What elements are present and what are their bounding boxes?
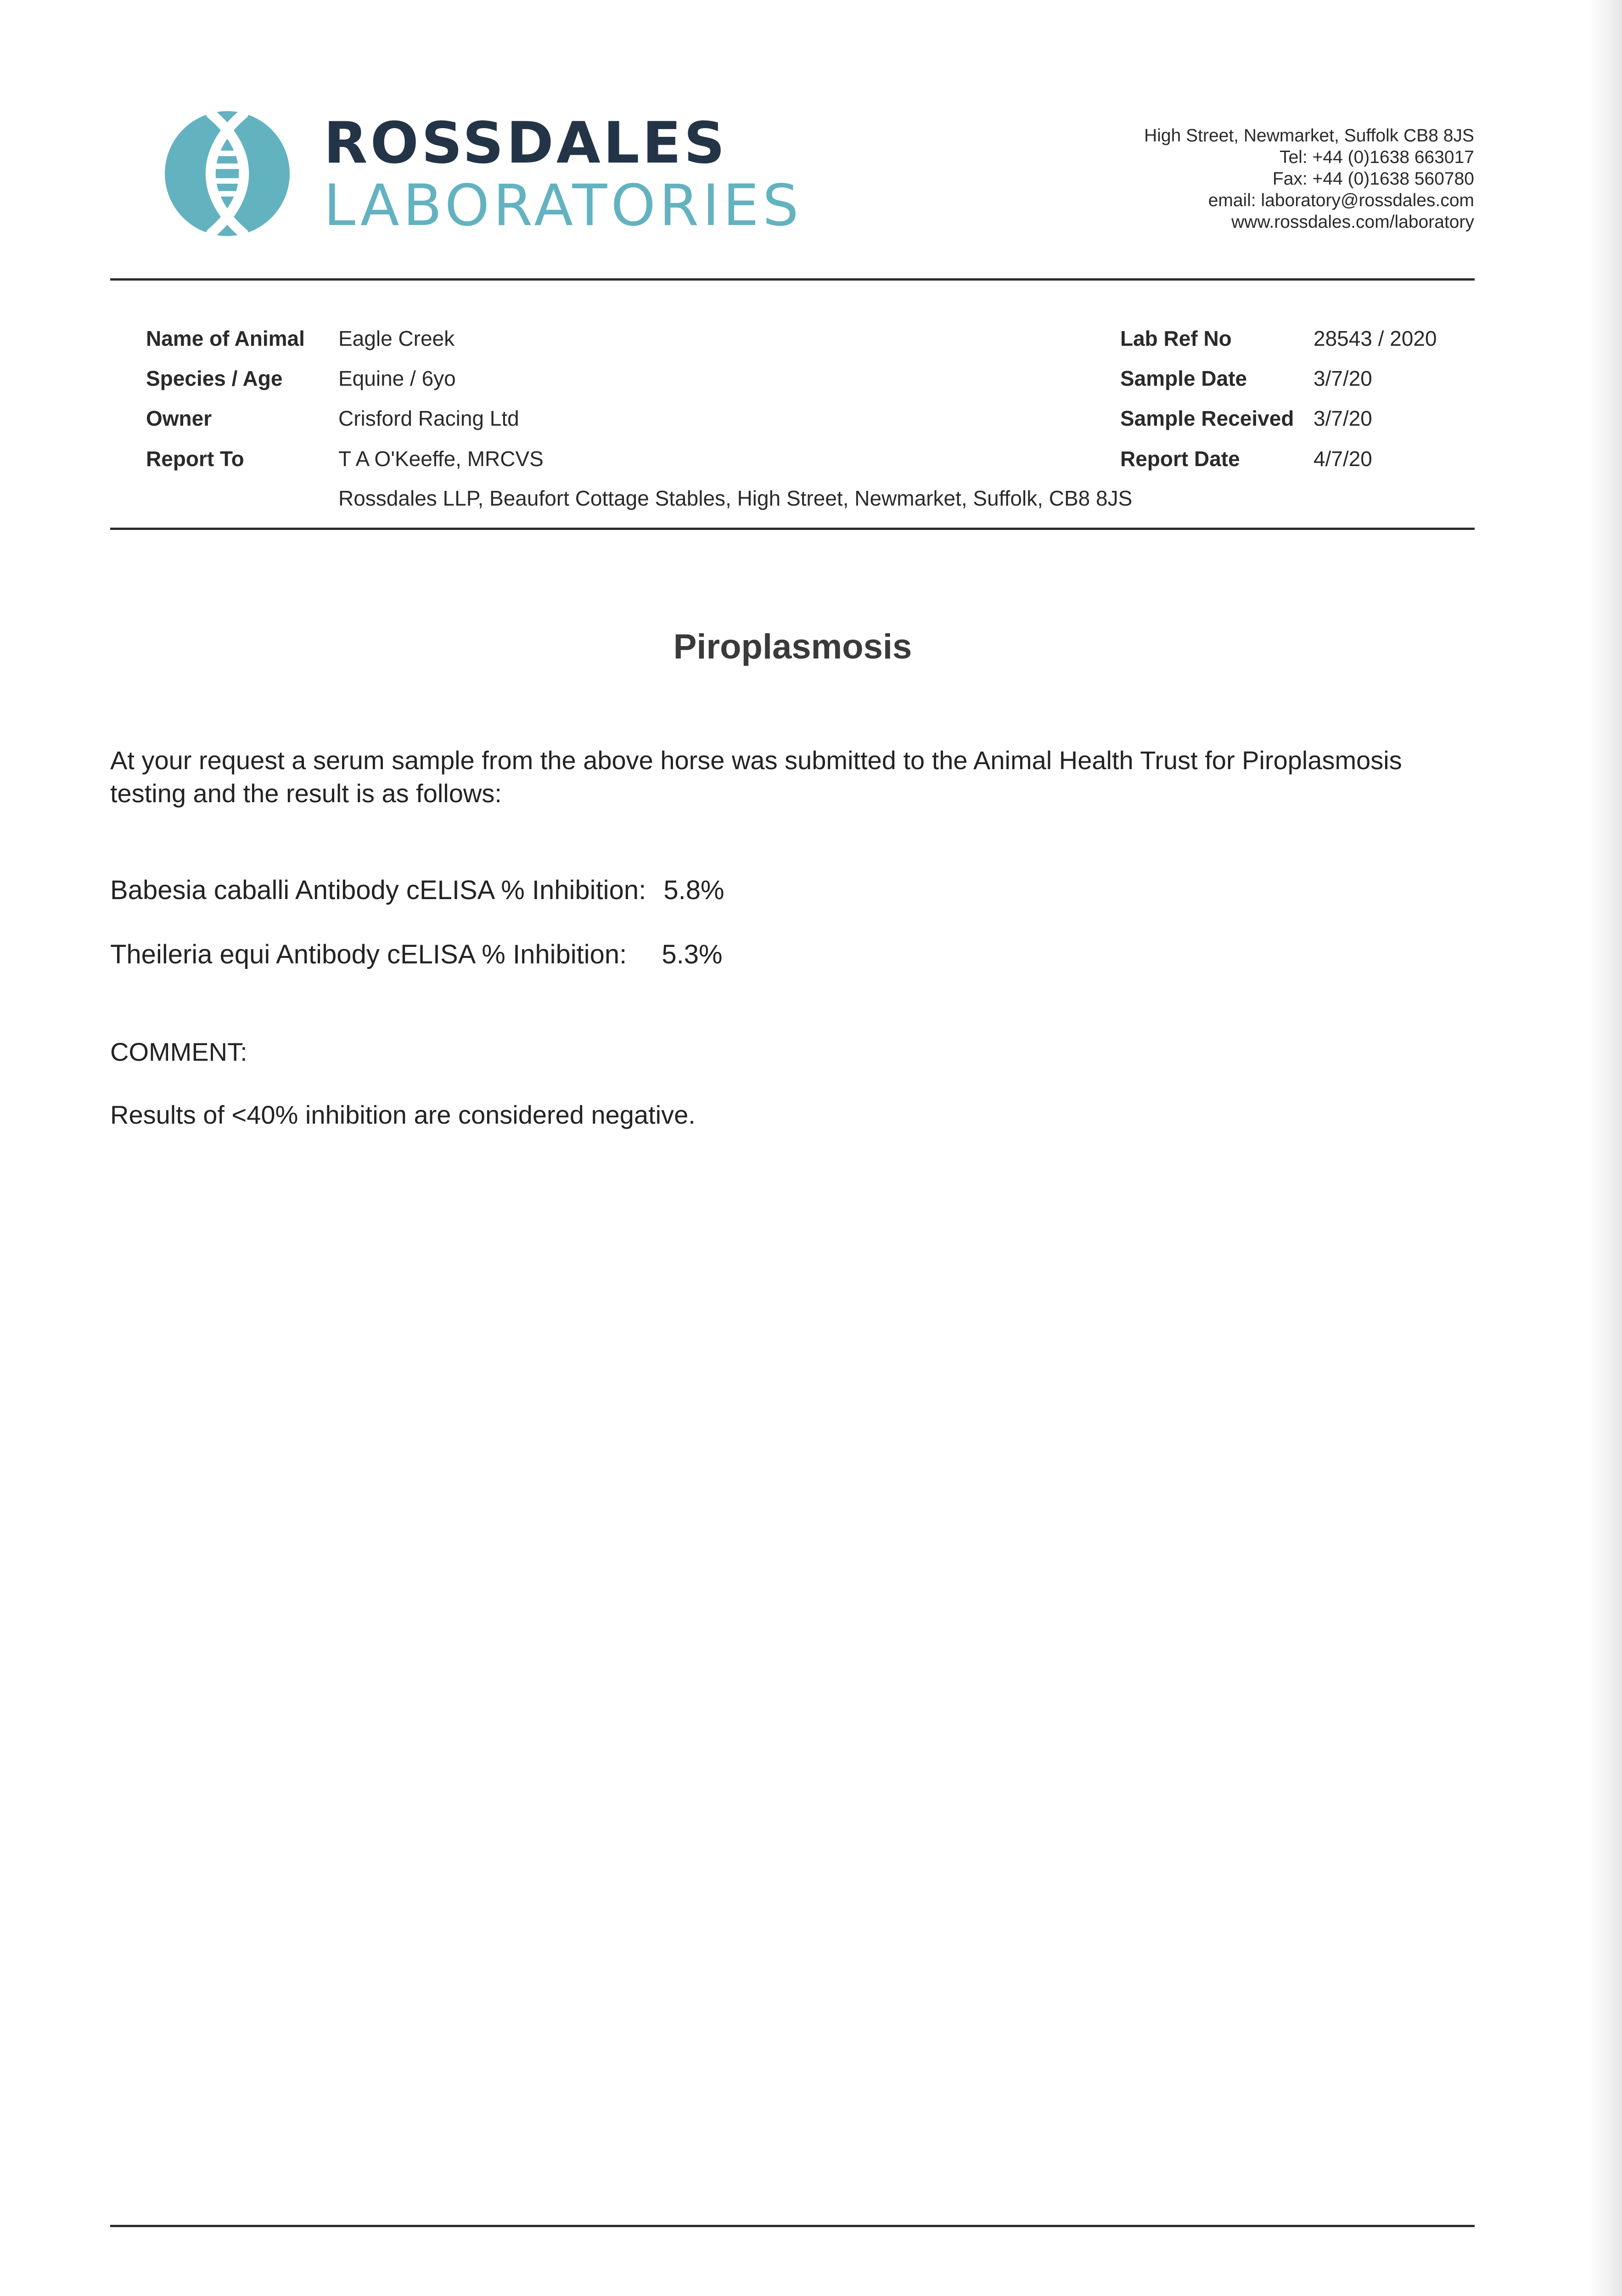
lab-ref-value: 28543 / 2020 <box>1313 326 1437 350</box>
report-to-address: Rossdales LLP, Beaufort Cottage Stables, High Street, Newmarket, Suffolk, CB8 8JS <box>338 486 1133 510</box>
brand-name-line2: LABORATORIES <box>324 173 803 239</box>
contact-email: email: laboratory@rossdales.com <box>1208 191 1474 210</box>
intro-paragraph: At your request a serum sample from the above horse was submitted to the Animal Health Trust for Piroplasmosis testing and the result is as follows: <box>110 746 1402 808</box>
owner-value: Crisford Racing Ltd <box>338 406 519 430</box>
report-title: Piroplasmosis <box>673 627 912 666</box>
sample-date-label: Sample Date <box>1120 366 1247 390</box>
report-to-value: T A O'Keeffe, MRCVS <box>338 447 544 471</box>
sample-date-value: 3/7/20 <box>1313 366 1372 390</box>
scan-edge-shadow <box>1590 0 1622 2296</box>
name-of-animal-value: Eagle Creek <box>338 326 455 350</box>
result-label: Theileria equi Antibody cELISA % Inhibition: <box>110 940 627 969</box>
result-value: 5.3% <box>662 940 723 969</box>
lab-ref-label: Lab Ref No <box>1120 326 1232 350</box>
details-divider <box>110 528 1475 530</box>
species-age-value: Equine / 6yo <box>338 366 456 390</box>
result-row-theileria <box>110 939 723 970</box>
result-label: Babesia caballi Antibody cELISA % Inhibition: <box>110 875 646 905</box>
dna-helix-icon <box>163 109 292 238</box>
comment-heading: COMMENT: <box>110 1037 247 1066</box>
name-of-animal-label: Name of Animal <box>146 326 305 350</box>
contact-tel: Tel: +44 (0)1638 663017 <box>1280 147 1474 167</box>
contact-website: www.rossdales.com/laboratory <box>1231 212 1474 232</box>
animal-details <box>110 280 1475 537</box>
owner-label: Owner <box>146 406 212 430</box>
contact-fax: Fax: +44 (0)1638 560780 <box>1272 169 1474 189</box>
contact-address: High Street, Newmarket, Suffolk CB8 8JS <box>1144 126 1474 146</box>
sample-received-value: 3/7/20 <box>1313 406 1372 430</box>
report-date-label: Report Date <box>1120 447 1240 471</box>
result-value: 5.8% <box>663 875 724 905</box>
contact-block <box>1144 125 1474 233</box>
comment-text: Results of <40% inhibition are considered negative. <box>110 1100 696 1129</box>
footer-divider <box>110 2225 1475 2227</box>
report-date-value: 4/7/20 <box>1313 447 1372 471</box>
result-row-babesia <box>110 875 724 906</box>
brand-name-line1: ROSSDALES <box>324 110 728 176</box>
brand-wordmark <box>324 110 803 239</box>
species-age-label: Species / Age <box>146 366 283 390</box>
report-to-label: Report To <box>146 447 244 471</box>
sample-received-label: Sample Received <box>1120 406 1294 430</box>
